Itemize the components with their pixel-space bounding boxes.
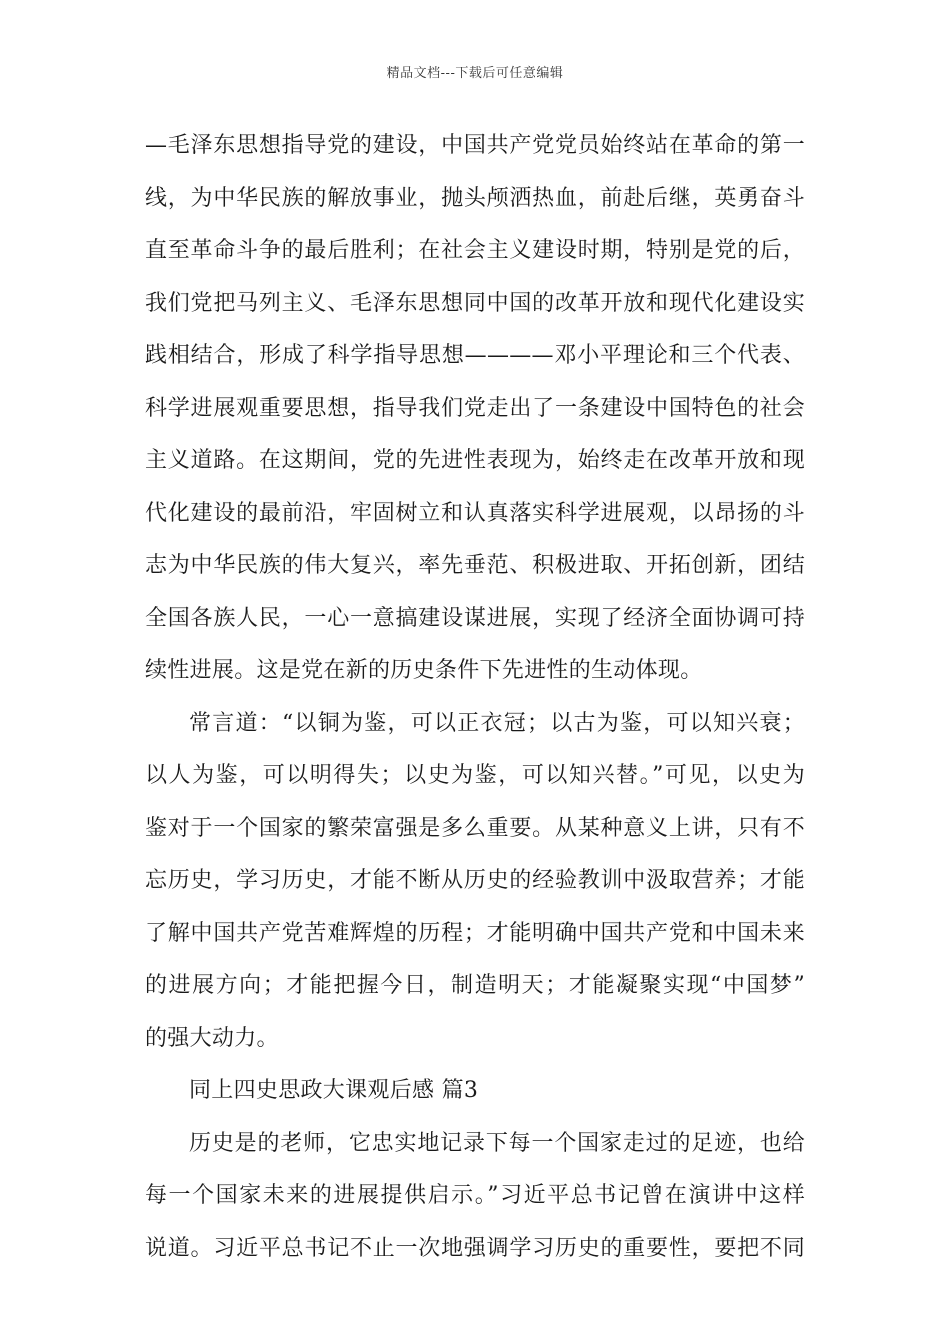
text-line: 的进展方向；才能把握今日，制造明天；才能凝聚实现“中国梦” [145,973,805,998]
text-line: 全国各族人民，一心一意搞建设谋进展，实现了经济全面协调可持 [145,605,805,631]
text-line: 续性进展。这是党在新的历史条件下先进性的生动体现。 [145,658,703,683]
text-line: 鉴对于一个国家的繁荣富强是多么重要。从某种意义上讲，只有不 [145,815,805,841]
text-line: 的强大动力。 [145,1025,279,1051]
text-line: 主义道路。在这期间，党的先进性表现为，始终走在改革开放和现 [145,448,805,473]
text-line: 直至革命斗争的最后胜利；在社会主义建设时期，特别是党的后， [145,238,805,263]
text-line: —毛泽东思想指导党的建设，中国共产党党员始终站在革命的第一 [145,133,805,158]
text-line: 历史是的老师，它忠实地记录下每一个国家走过的足迹，也给 [189,1130,805,1156]
text-line: 同上四史思政大课观后感 篇3 [189,1078,479,1103]
text-line: 每一个国家未来的进展提供启示。”习近平总书记曾在演讲中这样 [145,1183,805,1208]
text-line: 了解中国共产党苦难辉煌的历程；才能明确中国共产党和中国未来 [145,920,805,946]
text-line: 线，为中华民族的解放事业，抛头颅洒热血，前赴后继，英勇奋斗 [145,185,805,211]
text-line: 践相结合，形成了科学指导思想————邓小平理论和三个代表、 [145,343,805,368]
text-line: 志为中华民族的伟大复兴，率先垂范、积极进取、开拓创新，团结 [145,553,805,578]
text-line: 代化建设的最前沿，牢固树立和认真落实科学进展观，以昂扬的斗 [145,500,805,526]
text-line: 我们党把马列主义、毛泽东思想同中国的改革开放和现代化建设实 [145,290,805,316]
text-line: 常言道：“以铜为鉴，可以正衣冠；以古为鉴，可以知兴衰； [189,710,805,736]
text-line: 科学进展观重要思想，指导我们党走出了一条建设中国特色的社会 [145,395,805,421]
text-line: 忘历史，学习历史，才能不断从历史的经验教训中汲取营养；才能 [145,868,805,893]
document-body [145,120,805,1275]
text-line: 以人为鉴，可以明得失；以史为鉴，可以知兴替。”可见，以史为 [145,763,805,788]
page-header: 精品文档---下载后可任意编辑 [386,66,564,81]
text-line: 说道。习近平总书记不止一次地强调学习历史的重要性，要把不同 [145,1235,805,1261]
